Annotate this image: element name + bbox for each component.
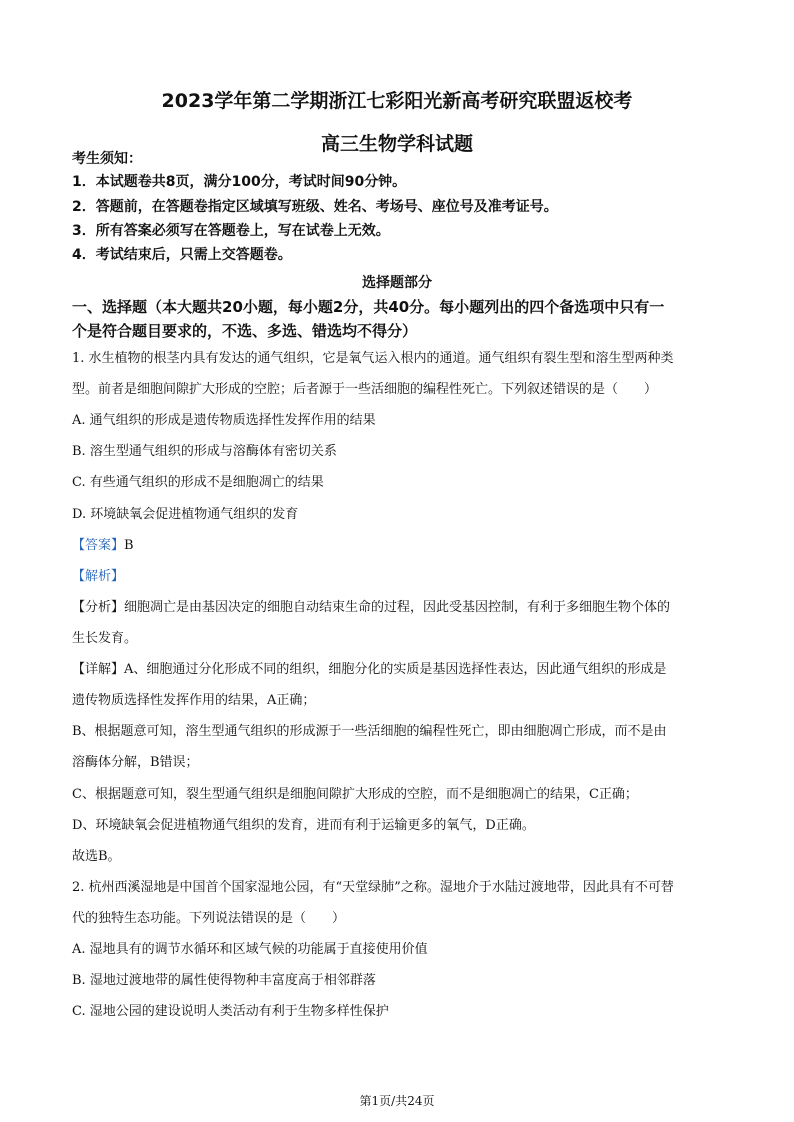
answer-tag: 【答案】 — [72, 538, 125, 553]
fenxi-tag: 【分析】 — [72, 600, 125, 615]
q1-fenxi-line2: 生长发育。 — [72, 631, 138, 646]
notice-item-3: 3．所有答案必须写在答题卷上，写在试卷上无效。 — [72, 223, 390, 239]
detail-tag: 【详解】 — [72, 662, 125, 677]
part-heading-line2: 个是符合题目要求的，不选、多选、错选均不得分） — [72, 322, 418, 340]
page-footer: 第1页/共24页 — [359, 1094, 435, 1108]
q1-analysis — [72, 568, 732, 586]
q2-option-b: B. 湿地过渡地带的属性使得物种丰富度高于相邻群落 — [72, 973, 376, 988]
analysis-tag: 【解析】 — [72, 569, 125, 584]
q2-stem-line1: 2. 杭州西溪湿地是中国首个国家湿地公园，有“天堂绿肺”之称。湿地介于水陆过渡地带，因此具有不可替 — [72, 880, 674, 895]
exam-subtitle: 高三生物学科试题 — [320, 133, 473, 155]
fenxi-text: 细胞凋亡是由基因决定的细胞自动结束生命的过程，因此受基因控制，有利于多细胞生物个体的 — [124, 600, 671, 615]
q1-option-a: A. 通气组织的形成是遗传物质选择性发挥作用的结果 — [72, 413, 376, 428]
notice-item-1: 1．本试题卷共8页，满分100分，考试时间90分钟。 — [72, 174, 407, 190]
q1-stem-line2: 型。前者是细胞间隙扩大形成的空腔；后者源于一些活细胞的编程性死亡。下列叙述错误的是（ ） — [72, 382, 658, 397]
detail-a-text: A、细胞通过分化形成不同的组织，细胞分化的实质是基因选择性表达，因此通气组织的形成是 — [124, 662, 667, 677]
q1-conclusion: 故选B。 — [72, 849, 121, 864]
q2-option-c: C. 湿地公园的建设说明人类活动有利于生物多样性保护 — [72, 1004, 389, 1019]
q1-detail-d: D、环境缺氧会促进植物通气组织的发育，进而有利于运输更多的氧气，D正确。 — [72, 818, 535, 833]
notice-item-4: 4．考试结束后，只需上交答题卷。 — [72, 247, 292, 263]
q2-stem-line2: 代的独特生态功能。下列说法错误的是（ ） — [72, 911, 346, 926]
q1-option-d: D. 环境缺氧会促进植物通气组织的发育 — [72, 507, 299, 522]
exam-title: 2023学年第二学期浙江七彩阳光新高考研究联盟返校考 — [161, 90, 633, 112]
q1-detail-a-line2: 遗传物质选择性发挥作用的结果，A正确； — [72, 693, 316, 708]
notice-heading: 考生须知： — [72, 151, 142, 167]
section-title: 选择题部分 — [362, 275, 432, 291]
q1-answer — [72, 537, 732, 555]
q1-option-c: C. 有些通气组织的形成不是细胞凋亡的结果 — [72, 475, 324, 490]
part-heading-line1: 一、选择题（本大题共20小题，每小题2分，共40分。每小题列出的四个备选项中只有一 — [72, 298, 665, 316]
q1-detail-b-line1: B、根据题意可知，溶生型通气组织的形成源于一些活细胞的编程性死亡，即由细胞凋亡形成，而不是由 — [72, 724, 667, 739]
q2-option-a: A. 湿地具有的调节水循环和区域气候的功能属于直接使用价值 — [72, 942, 428, 957]
answer-value: B — [124, 538, 134, 553]
q1-option-b: B. 溶生型通气组织的形成与溶酶体有密切关系 — [72, 444, 337, 459]
q1-detail-c: C、根据题意可知，裂生型通气组织是细胞间隙扩大形成的空腔，而不是细胞凋亡的结果，C正确； — [72, 787, 638, 802]
q1-detail-a-line1 — [72, 661, 732, 679]
q1-fenxi-line1 — [72, 599, 732, 617]
q1-detail-b-line2: 溶酶体分解，B错误； — [72, 755, 199, 770]
notice-item-2: 2．答题前，在答题卷指定区域填写班级、姓名、考场号、座位号及准考证号。 — [72, 199, 558, 215]
q1-stem-line1: 1. 水生植物的根茎内具有发达的通气组织，它是氧气运入根内的通道。通气组织有裂生型和溶生型两种类 — [72, 351, 674, 366]
